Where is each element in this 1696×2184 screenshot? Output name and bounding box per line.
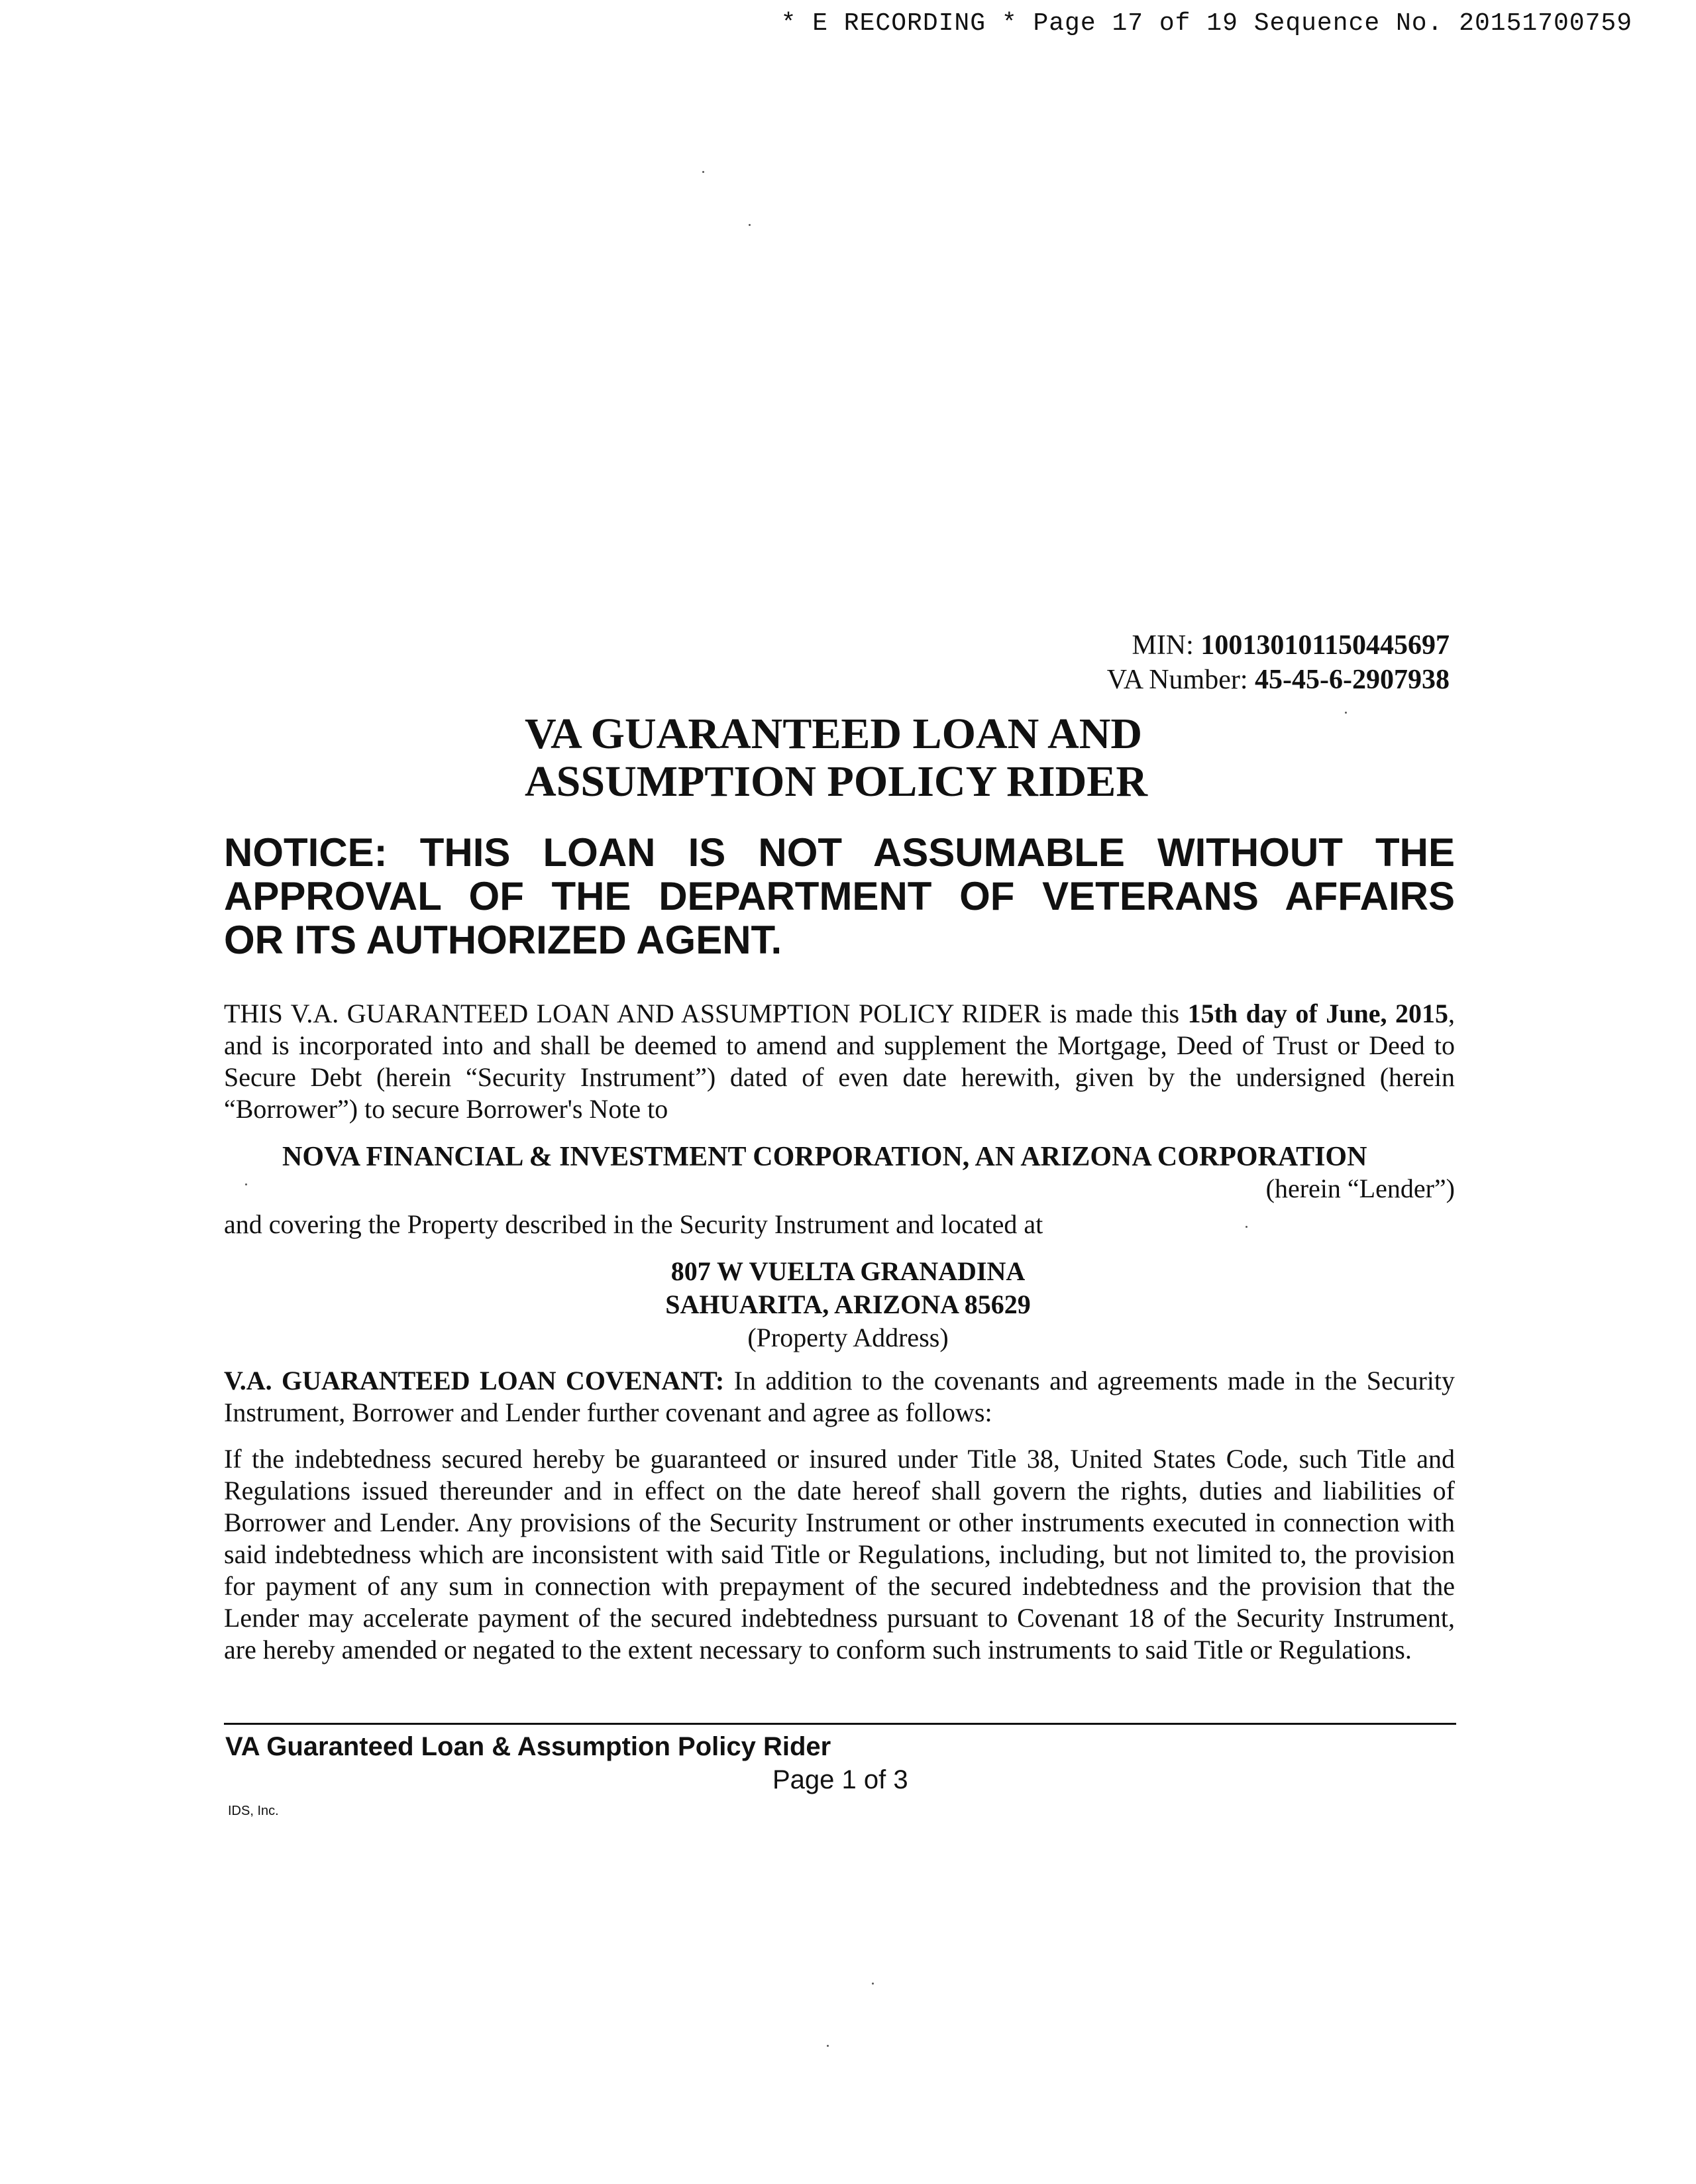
loan-identifiers bbox=[1107, 628, 1450, 697]
min-label: MIN: bbox=[1132, 630, 1194, 661]
covenant-intro-text: In addition to the covenants and agreements made in the Security Instrument, Borrower and Lender further covenant and agree as follows: bbox=[224, 1366, 1456, 1427]
intro-paragraph bbox=[224, 998, 1455, 1125]
property-street: 807 W VUELTA GRANADINA bbox=[670, 1256, 1026, 1286]
notice-line-3: OR ITS AUTHORIZED AGENT. bbox=[224, 918, 782, 962]
title-line-1: VA GUARANTEED LOAN AND bbox=[525, 710, 1143, 758]
footer-page-number: Page 1 of 3 bbox=[772, 1765, 908, 1794]
scan-speck bbox=[702, 171, 704, 173]
scan-speck bbox=[749, 224, 751, 226]
recording-header: * E RECORDING * Page 17 of 19 Sequence No. 20151700759 bbox=[780, 9, 1632, 38]
covenant-body-paragraph: If the indebtedness secured hereby be guaranteed or insured under Title 38, United States Code, such Title and Regulations issued thereunder and in effect on the date hereof shall govern the rights, duties and liabilities of Borrower and Lender. Any provisions of the Security Instrument or other instruments executed in connection with said indebtedness which are inconsistent with said Title or Regulations, including, but not limited to, the provision for payment of any sum in connection with prepayment of the secured indebtedness and the provision that the Lender may accelerate payment of the secured indebtedness pursuant to Covenant 18 of the Security Instrument, are hereby amended or negated to the extent necessary to conform such instruments to said Title or Regulations. bbox=[224, 1444, 1455, 1665]
scan-speck bbox=[1345, 712, 1347, 714]
footer-divider bbox=[224, 1723, 1456, 1725]
min-value: 100130101150445697 bbox=[1200, 630, 1450, 661]
va-number-value: 45-45-6-2907938 bbox=[1255, 665, 1450, 695]
property-address-label: (Property Address) bbox=[747, 1323, 949, 1352]
scan-speck bbox=[872, 1983, 874, 1985]
covering-text: and covering the Property described in the Security Instrument and located at bbox=[224, 1209, 1043, 1239]
va-number-label: VA Number: bbox=[1106, 665, 1248, 695]
intro-text-start: THIS V.A. GUARANTEED LOAN AND ASSUMPTION POLICY RIDER is made this bbox=[224, 999, 1188, 1028]
property-address bbox=[504, 1255, 1192, 1354]
covenant-heading: V.A. GUARANTEED LOAN COVENANT: bbox=[224, 1366, 725, 1395]
va-number-line bbox=[1107, 663, 1450, 697]
assumption-notice bbox=[224, 831, 1455, 962]
intro-text-end: , and is incorporated into and shall be deemed to amend and supplement the Mortgage, Deed of Trust or Deed to Secure Debt (herein “Security Instrument”) dated of even date herewith, given by the undersigned (herein “Borrower”) to secure Borrower's Note to bbox=[224, 999, 1455, 1124]
covenant-intro-paragraph bbox=[224, 1365, 1455, 1429]
notice-line-1: NOTICE: THIS LOAN IS NOT ASSUMABLE WITHOUT THE bbox=[224, 830, 1455, 875]
footer-title: VA Guaranteed Loan & Assumption Policy Rider bbox=[225, 1732, 831, 1761]
lender-name: NOVA FINANCIAL & INVESTMENT CORPORATION, AN ARIZONA CORPORATION bbox=[282, 1142, 1367, 1172]
title-line-2: ASSUMPTION POLICY RIDER bbox=[525, 757, 1147, 806]
scan-speck bbox=[245, 1183, 247, 1185]
lender-label: (herein “Lender”) bbox=[1265, 1174, 1455, 1203]
scan-speck bbox=[827, 2045, 829, 2047]
notice-line-2: APPROVAL OF THE DEPARTMENT OF VETERANS AFFAIRS bbox=[224, 874, 1455, 918]
scan-speck bbox=[1246, 1226, 1247, 1228]
property-city-state-zip: SAHUARITA, ARIZONA 85629 bbox=[665, 1289, 1031, 1319]
document-title bbox=[525, 710, 1147, 806]
rider-date: 15th day of June, 2015 bbox=[1187, 999, 1448, 1028]
min-line bbox=[1107, 628, 1450, 663]
footer-publisher: IDS, Inc. bbox=[228, 1804, 279, 1818]
